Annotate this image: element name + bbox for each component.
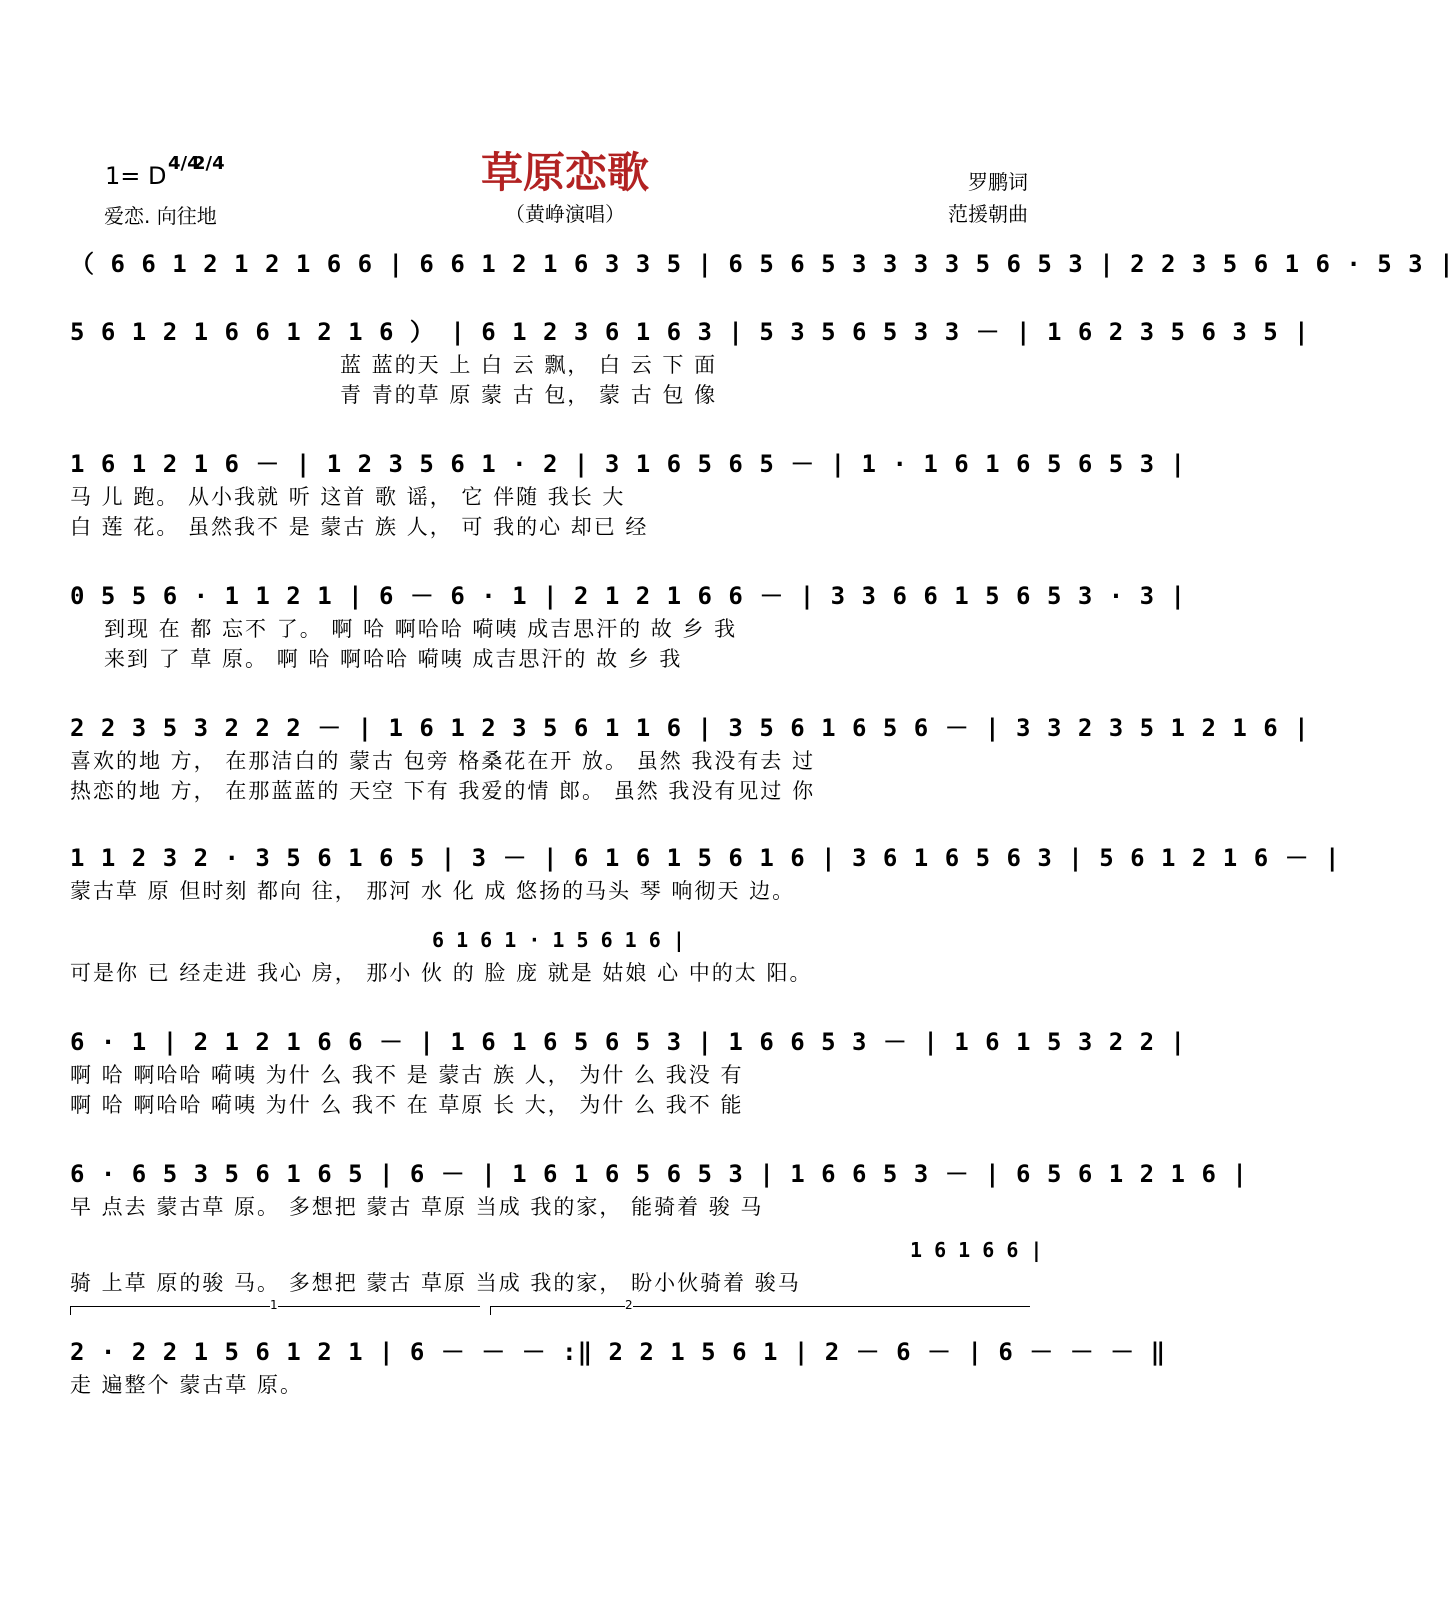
lyric-verse-1: 早 点去 蒙古草 原。 多想把 蒙古 草原 当成 我的家， 能骑着 骏 马 xyxy=(70,1195,764,1219)
lyric-verse-2: 热恋的地 方， 在那蓝蓝的 天空 下有 我爱的情 郎。 虽然 我没有见过 你 xyxy=(70,779,816,803)
staff-line-7 xyxy=(70,928,1042,988)
tempo-mood: 爱恋. 向往地 xyxy=(104,204,217,228)
lyric-verse-1: 蒙古草 原 但时刻 都向 往， 那河 水 化 成 悠扬的马头 琴 响彻天 边。 xyxy=(70,879,796,903)
staff-line-9 xyxy=(70,1156,1248,1222)
lyric-verse-2: 白 莲 花。 虽然我不 是 蒙古 族 人， 可 我的心 却已 经 xyxy=(70,515,649,539)
lyric-verse-1: 马 儿 跑。 从小我就 听 这首 歌 谣， 它 伴随 我长 大 xyxy=(70,485,626,509)
staff-line-4 xyxy=(70,578,1186,674)
staff-line-2 xyxy=(70,314,1310,410)
notation-line: 0 5 5 6 · 1 1 2 1 | 6 － 6 · 1 | 2 1 2 1 6 6 － | 3 3 6 6 1 5 6 5 3 · 3 | xyxy=(70,582,1186,610)
lyric-verse-2: 青 青的草 原 蒙 古 包， 蒙 古 包 像 xyxy=(340,383,718,407)
lyricist-credit: 罗鹏词 xyxy=(968,170,1028,194)
first-ending-bracket: 1 xyxy=(70,1306,480,1316)
staff-line-6 xyxy=(70,840,1341,906)
staff-line-10 xyxy=(70,1238,1042,1298)
staff-line-1 xyxy=(70,246,1455,282)
alternate-notation: 6 1 6 1 · 1 5 6 1 6 | xyxy=(432,928,685,952)
staff-line-11 xyxy=(70,1334,1167,1400)
singer-credit: （黄峥演唱） xyxy=(505,202,625,226)
second-ending-bracket: 2 xyxy=(490,1306,1030,1316)
lyric-verse-1: 蓝 蓝的天 上 白 云 飘， 白 云 下 面 xyxy=(340,353,718,377)
alternate-notation: 1 6 1 6 6 | xyxy=(910,1238,1043,1262)
staff-line-5 xyxy=(70,710,1310,806)
lyric-verse-2: 来到 了 草 原。 啊 哈 啊哈哈 嗬咦 成吉思汗的 故 乡 我 xyxy=(104,647,683,671)
notation-line: （ 6 6 1 2 1 2 1 6 6 | 6 6 1 2 1 6 3 3 5 | 6 5 6 5 3 3 3 3 5 6 5 3 | 2 2 3 5 6 1 6 · 5 3 | xyxy=(70,250,1455,278)
lyric-verse-2: 骑 上草 原的骏 马。 多想把 蒙古 草原 当成 我的家， 盼小伙骑着 骏马 xyxy=(70,1271,801,1295)
key-signature: 1= D xyxy=(105,162,167,190)
staff-line-8 xyxy=(70,1024,1186,1120)
notation-line: 2 · 2 2 1 5 6 1 2 1 | 6 － － － :‖ 2 2 1 5 6 1 | 2 － 6 － | 6 － － － ‖ xyxy=(70,1338,1167,1366)
composer-credit: 范援朝曲 xyxy=(948,202,1028,226)
lyric-verse-1: 走 遍整个 蒙古草 原。 xyxy=(70,1373,304,1397)
notation-line: 1 1 2 3 2 · 3 5 6 1 6 5 | 3 － | 6 1 6 1 5 6 1 6 | 3 6 1 6 5 6 3 | 5 6 1 2 1 6 － | xyxy=(70,844,1341,872)
lyric-verse-2: 啊 哈 啊哈哈 嗬咦 为什 么 我不 在 草原 长 大， 为什 么 我不 能 xyxy=(70,1093,744,1117)
notation-line: 6 · 1 | 2 1 2 1 6 6 － | 1 6 1 6 5 6 5 3 | 1 6 6 5 3 － | 1 6 1 5 3 2 2 | xyxy=(70,1028,1186,1056)
lyric-verse-1: 喜欢的地 方， 在那洁白的 蒙古 包旁 格桑花在开 放。 虽然 我没有去 过 xyxy=(70,749,816,773)
notation-line: 1 6 1 2 1 6 － | 1 2 3 5 6 1 · 2 | 3 1 6 5 6 5 － | 1 · 1 6 1 6 5 6 5 3 | xyxy=(70,450,1186,478)
notation-line: 5 6 1 2 1 6 6 1 2 1 6 ） | 6 1 2 3 6 1 6 3 | 5 3 5 6 5 3 3 － | 1 6 2 3 5 6 3 5 | xyxy=(70,318,1310,346)
time-signature-1: 4/4 xyxy=(168,153,200,174)
song-title: 草原恋歌 xyxy=(480,148,649,197)
lyric-verse-2: 可是你 已 经走进 我心 房， 那小 伙 的 脸 庞 就是 姑娘 心 中的太 阳。 xyxy=(70,961,813,985)
notation-line: 6 · 6 5 3 5 6 1 6 5 | 6 － | 1 6 1 6 5 6 5 3 | 1 6 6 5 3 － | 6 5 6 1 2 1 6 | xyxy=(70,1160,1248,1188)
lyric-verse-1: 到现 在 都 忘不 了。 啊 哈 啊哈哈 嗬咦 成吉思汗的 故 乡 我 xyxy=(104,617,738,641)
staff-line-3 xyxy=(70,446,1186,542)
time-signature-2: 2/4 xyxy=(193,153,225,174)
lyric-verse-1: 啊 哈 啊哈哈 嗬咦 为什 么 我不 是 蒙古 族 人， 为什 么 我没 有 xyxy=(70,1063,744,1087)
notation-line: 2 2 3 5 3 2 2 2 － | 1 6 1 2 3 5 6 1 1 6 | 3 5 6 1 6 5 6 － | 3 3 2 3 5 1 2 1 6 | xyxy=(70,714,1310,742)
